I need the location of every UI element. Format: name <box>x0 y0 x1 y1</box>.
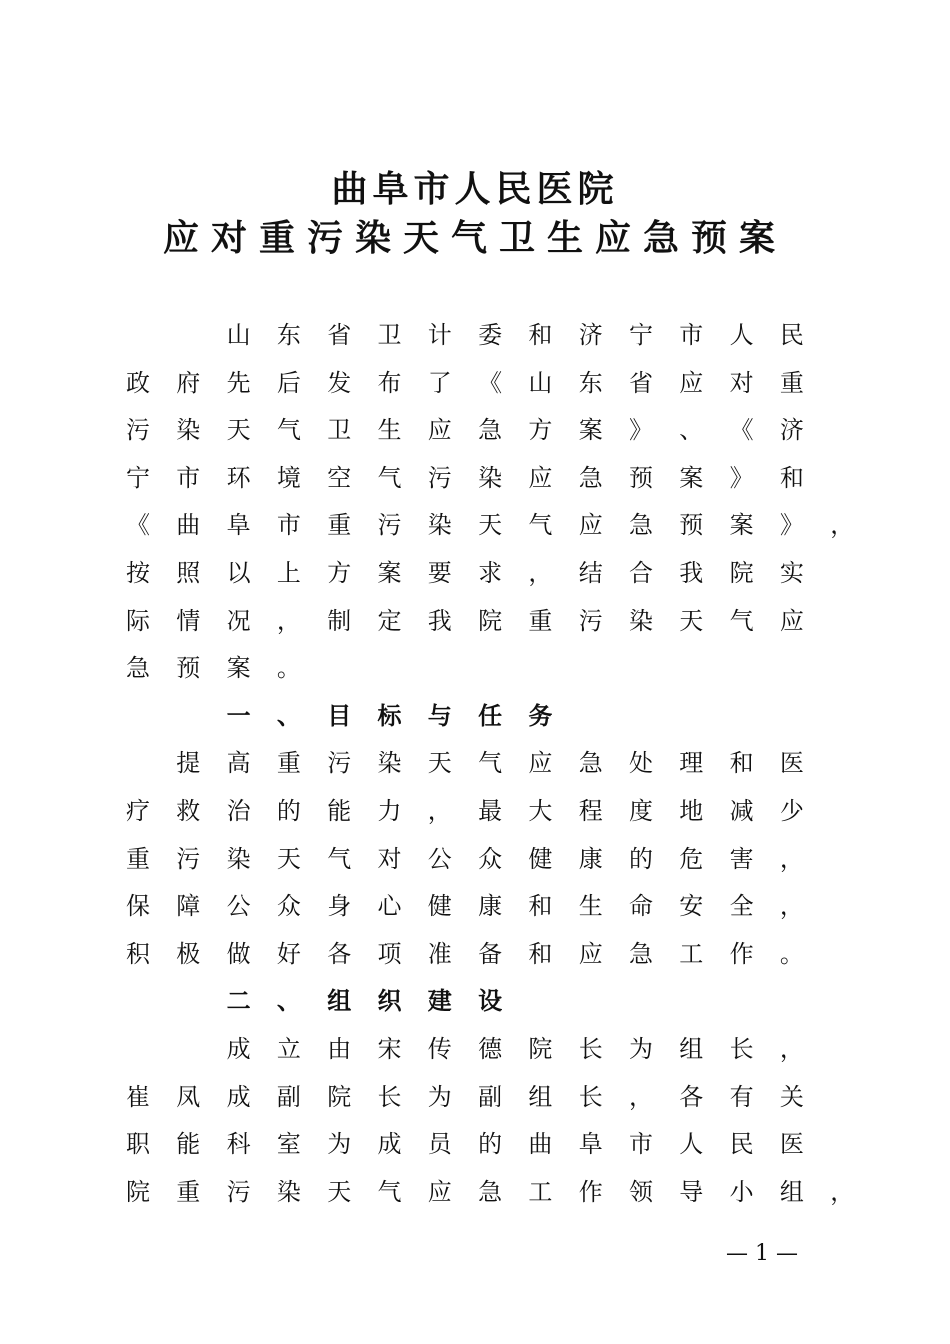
body-line: 政 府 先 后 发 布 了 《 山 东 省 应 对 重 <box>126 368 804 397</box>
body-line: 院 重 污 染 天 气 应 急 工 作 领 导 小 组 ， <box>126 1177 855 1206</box>
body-line: 成 立 由 宋 传 德 院 长 为 组 长 ， <box>226 1035 804 1063</box>
body-line: 按 照 以 上 方 案 要 求 ， 结 合 我 院 实 <box>126 559 804 587</box>
document-title-line-2: 应对重污染天气卫生应急预案 <box>162 218 787 259</box>
body-line: 保 障 公 众 身 心 健 康 和 生 命 安 全 ， <box>126 892 804 921</box>
body-line: 污 染 天 气 卫 生 应 急 方 案 》 、 《 济 <box>126 416 804 445</box>
body-line: 宁 市 环 境 空 气 污 染 应 急 预 案 》 和 <box>126 463 804 492</box>
body-line: 提 高 重 污 染 天 气 应 急 处 理 和 医 <box>176 749 804 778</box>
page-number: — 1 — <box>726 1241 798 1266</box>
section-heading: 一 、 目 标 与 任 务 <box>226 701 553 730</box>
body-line: 重 污 染 天 气 对 公 众 健 康 的 危 害 ， <box>126 844 804 873</box>
body-line: 《 曲 阜 市 重 污 染 天 气 应 急 预 案 》 ， <box>126 511 855 540</box>
body-line: 崔 凤 成 副 院 长 为 副 组 长 ， 各 有 关 <box>126 1082 804 1111</box>
body-line: 山 东 省 卫 计 委 和 济 宁 市 人 民 <box>226 321 804 349</box>
body-line: 际 情 况 ， 制 定 我 院 重 污 染 天 气 应 <box>126 606 804 635</box>
section-heading: 二 、 组 织 建 设 <box>226 987 503 1016</box>
body-line: 积 极 做 好 各 项 准 备 和 应 急 工 作 。 <box>126 939 804 968</box>
body-line: 疗 救 治 的 能 力 ， 最 大 程 度 地 减 少 <box>126 797 804 825</box>
document-title-line-1: 曲阜市人民医院 <box>331 169 619 210</box>
body-line: 急 预 案 。 <box>126 654 301 683</box>
body-line: 职 能 科 室 为 成 员 的 曲 阜 市 人 民 医 <box>126 1130 804 1159</box>
